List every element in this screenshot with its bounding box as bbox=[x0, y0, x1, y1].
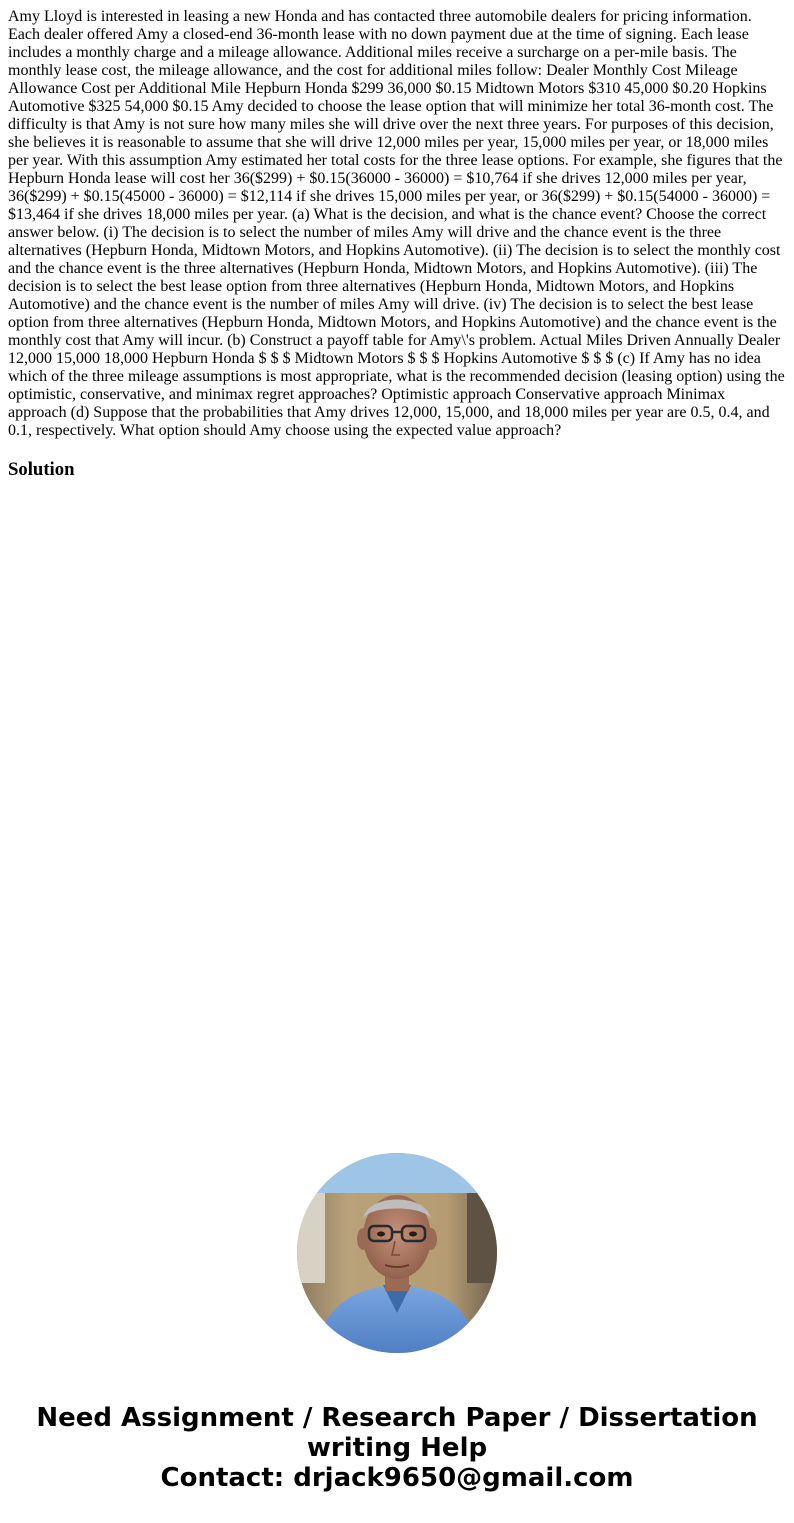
promo-line-1: Need Assignment / Research Paper / Dissertation bbox=[36, 1403, 758, 1433]
question-text: Amy Lloyd is interested in leasing a new Honda and has contacted three automobile dealers for pricing information. Each dealer offered Amy a closed-end 36-month lease with no down payment due at the time of signing. Each lease includes a monthly charge and a mileage allowance. Additional miles receive a surcharge on a per-mile basis. The monthly lease cost, the mileage allowance, and the cost for additional miles follow: Dealer Monthly Cost Mileage Allowance Cost per Additional Mile Hepburn Honda $299 36,000 $0.15 Midtown Motors $310 45,000 $0.20 Hopkins Automotive $325 54,000 $0.15 Amy decided to choose the lease option that will minimize her total 36-month cost. The difficulty is that Amy is not sure how many miles she will drive over the next three years. For purposes of this decision, she believes it is reasonable to assume that she will drive 12,000 miles per year, 15,000 miles per year, or 18,000 miles per year. With this assumption Amy estimated her total costs for the three lease options. For example, she figures that the Hepburn Honda lease will cost her 36($299) + $0.15(36000 - 36000) = $10,764 if she drives 12,000 miles per year, 36($299) + $0.15(45000 - 36000) = $12,114 if she drives 15,000 miles per year, or 36($299) + $0.15(54000 - 36000) = $13,464 if she drives 18,000 miles per year. (a) What is the decision, and what is the chance event? Choose the correct answer below. (i) The decision is to select the number of miles Amy will drive and the chance event is the three alternatives (Hepburn Honda, Midtown Motors, and Hopkins Automotive). (ii) The decision is to select the monthly cost and the chance event is the three alternatives (Hepburn Honda, Midtown Motors, and Hopkins Automotive). (iii) The decision is to select the best lease option from three alternatives (Hepburn Honda, Midtown Motors, and Hopkins Automotive) and the chance event is the number of miles Amy will drive. (iv) The decision is to select the best lease option from three alternatives (Hepburn Honda, Midtown Motors, and Hopkins Automotive) and the chance event is the monthly cost that Amy will incur. (b) Construct a payoff table for Amy\'s problem. Actual Miles Driven Annually Dealer 12,000 15,000 18,000 Hepburn Honda $ $ $ Midtown Motors $ $ $ Hopkins Automotive $ $ $ (c) If Amy has no idea which of the three mileage assumptions is most appropriate, what is the recommended decision (leasing option) using the optimistic, conservative, and minimax regret approaches? Optimistic approach Conservative approach Minimax approach (d) Suppose that the probabilities that Amy drives 12,000, 15,000, and 18,000 miles per year are 0.5, 0.4, and 0.1, respectively. What option should Amy choose using the expected value approach? bbox=[8, 8, 785, 439]
promo-contact: Contact: drjack9650@gmail.com bbox=[160, 1463, 634, 1493]
solution-heading: Solution bbox=[8, 459, 75, 480]
author-portrait-image bbox=[297, 1153, 497, 1353]
promo-banner bbox=[0, 1403, 794, 1493]
author-photo bbox=[297, 1153, 497, 1353]
promo-line-2: writing Help bbox=[306, 1433, 488, 1463]
